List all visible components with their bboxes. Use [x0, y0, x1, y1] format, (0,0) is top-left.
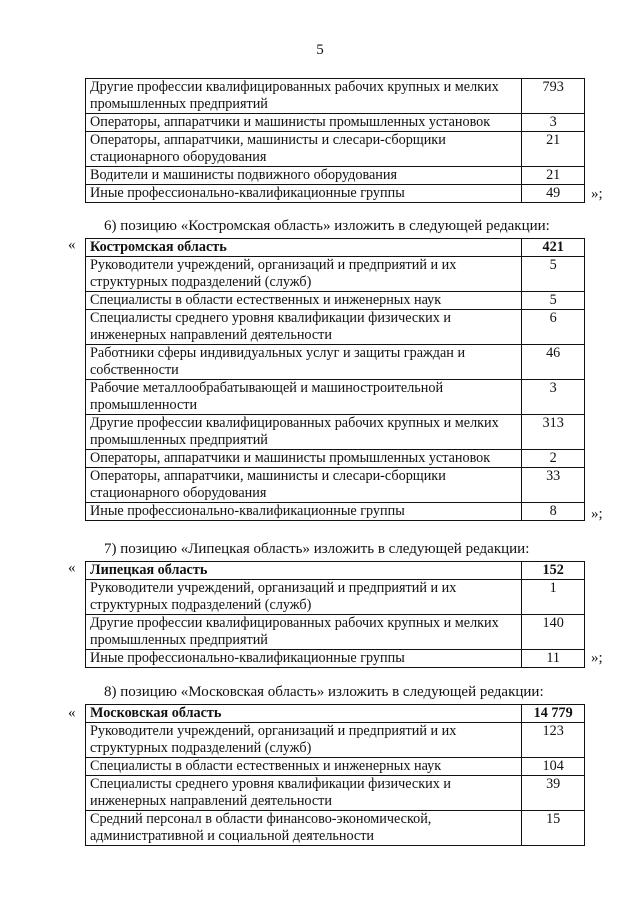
row-value: 49: [522, 185, 585, 203]
row-value: 313: [522, 415, 585, 450]
row-value: 33: [522, 468, 585, 503]
table-row: [86, 723, 585, 758]
row-name: Иные профессионально-квалификационные группы: [86, 503, 522, 521]
row-name: Иные профессионально-квалификационные группы: [86, 185, 522, 203]
region-total: 152: [522, 562, 585, 580]
row-value: 5: [522, 257, 585, 292]
row-name: Руководители учреждений, организаций и предприятий и их структурных подразделений (служб): [86, 580, 522, 615]
row-value: 1: [522, 580, 585, 615]
row-value: 3: [522, 380, 585, 415]
row-name: Операторы, аппаратчики и машинисты промышленных установок: [86, 450, 522, 468]
instruction-lipetsk: 7) позицию «Липецкая область» изложить в следующей редакции:: [104, 541, 530, 557]
row-value: 8: [522, 503, 585, 521]
row-name: Другие профессии квалифицированных рабочих крупных и мелких промышленных предприятий: [86, 415, 522, 450]
row-value: 793: [522, 79, 585, 114]
region-name: Костромская область: [86, 239, 522, 257]
table-row: [86, 758, 585, 776]
opening-quote: «: [68, 237, 76, 253]
table-row: [86, 468, 585, 503]
opening-quote: «: [68, 560, 76, 576]
opening-quote: «: [68, 705, 76, 721]
row-name: Водители и машинисты подвижного оборудования: [86, 167, 522, 185]
instruction-kostroma: 6) позицию «Костромская область» изложить в следующей редакции:: [104, 218, 550, 234]
row-name: Руководители учреждений, организаций и предприятий и их структурных подразделений (служб): [86, 257, 522, 292]
table-row: [86, 292, 585, 310]
row-value: 15: [522, 811, 585, 846]
table-kostroma: [85, 238, 585, 521]
table-row: [86, 380, 585, 415]
table-moscow: [85, 704, 585, 846]
row-name: Иные профессионально-квалификационные группы: [86, 650, 522, 668]
table-row: [86, 257, 585, 292]
table-lipetsk: [85, 561, 585, 668]
row-value: 21: [522, 167, 585, 185]
table-row: [86, 167, 585, 185]
row-value: 11: [522, 650, 585, 668]
table-row: [86, 580, 585, 615]
table-row: [86, 650, 585, 668]
closing-quote: »;: [591, 186, 603, 202]
row-name: Операторы, аппаратчики, машинисты и слесари-сборщики стационарного оборудования: [86, 468, 522, 503]
region-total: 14 779: [522, 705, 585, 723]
row-value: 3: [522, 114, 585, 132]
region-name: Московская область: [86, 705, 522, 723]
table-row: [86, 503, 585, 521]
row-name: Операторы, аппаратчики и машинисты промышленных установок: [86, 114, 522, 132]
region-header-row: [86, 705, 585, 723]
table-continuation: [85, 78, 585, 203]
row-name: Работники сферы индивидуальных услуг и защиты граждан и собственности: [86, 345, 522, 380]
row-name: Операторы, аппаратчики, машинисты и слесари-сборщики стационарного оборудования: [86, 132, 522, 167]
table-row: [86, 450, 585, 468]
table-row: [86, 310, 585, 345]
row-value: 6: [522, 310, 585, 345]
row-name: Другие профессии квалифицированных рабочих крупных и мелких промышленных предприятий: [86, 79, 522, 114]
row-value: 39: [522, 776, 585, 811]
row-value: 104: [522, 758, 585, 776]
table-row: [86, 185, 585, 203]
table-row: [86, 615, 585, 650]
table-row: [86, 415, 585, 450]
row-name: Другие профессии квалифицированных рабочих крупных и мелких промышленных предприятий: [86, 615, 522, 650]
row-name: Специалисты среднего уровня квалификации физических и инженерных направлений деятельности: [86, 776, 522, 811]
table-row: [86, 79, 585, 114]
table-row: [86, 811, 585, 846]
row-name: Руководители учреждений, организаций и предприятий и их структурных подразделений (служб): [86, 723, 522, 758]
row-value: 46: [522, 345, 585, 380]
row-value: 5: [522, 292, 585, 310]
page-number: 5: [316, 42, 324, 58]
row-value: 2: [522, 450, 585, 468]
closing-quote: »;: [591, 650, 603, 666]
row-name: Специалисты среднего уровня квалификации физических и инженерных направлений деятельности: [86, 310, 522, 345]
row-name: Специалисты в области естественных и инженерных наук: [86, 758, 522, 776]
table-row: [86, 132, 585, 167]
table-row: [86, 345, 585, 380]
table-row: [86, 114, 585, 132]
table-row: [86, 776, 585, 811]
region-name: Липецкая область: [86, 562, 522, 580]
row-value: 21: [522, 132, 585, 167]
region-header-row: [86, 562, 585, 580]
row-name: Специалисты в области естественных и инженерных наук: [86, 292, 522, 310]
row-name: Рабочие металлообрабатывающей и машиностроительной промышленности: [86, 380, 522, 415]
instruction-moscow: 8) позицию «Московская область» изложить в следующей редакции:: [104, 684, 544, 700]
region-total: 421: [522, 239, 585, 257]
row-value: 140: [522, 615, 585, 650]
row-value: 123: [522, 723, 585, 758]
closing-quote: »;: [591, 506, 603, 522]
region-header-row: [86, 239, 585, 257]
row-name: Средний персонал в области финансово-экономической, административной и социальной деятельности: [86, 811, 522, 846]
